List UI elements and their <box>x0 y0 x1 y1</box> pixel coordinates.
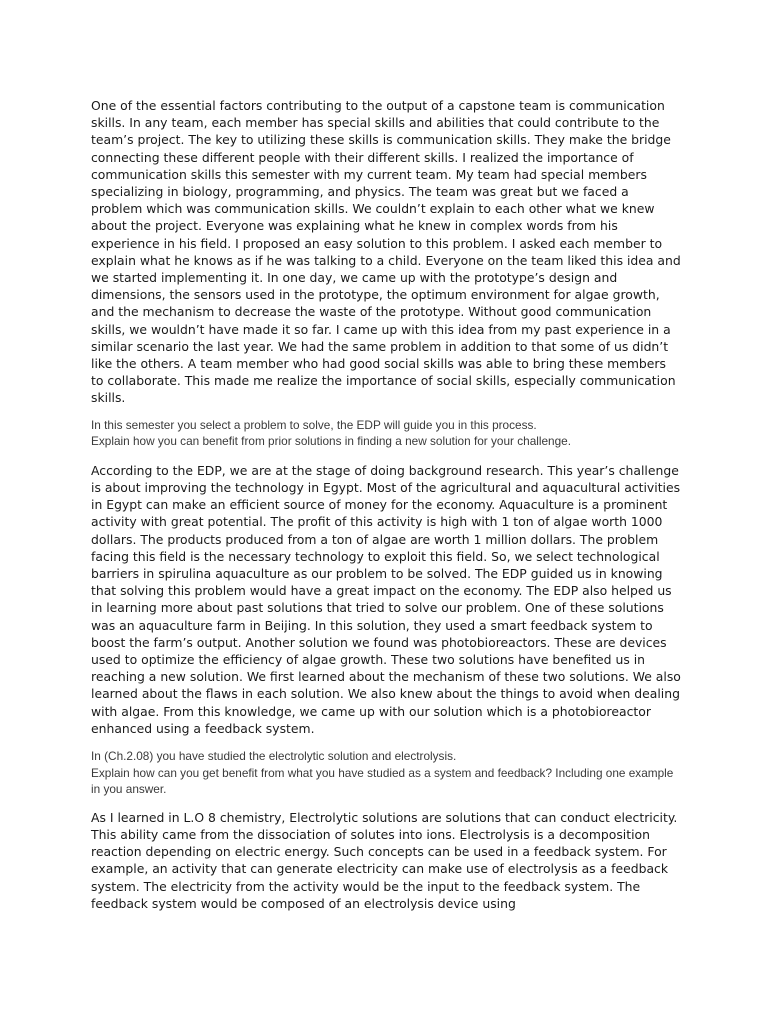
answer-paragraph-communication-skills: One of the essential factors contributing to the output of a capstone team is communication skills. In any team, each member has special skills and abilities that could contribute to the team’s project. The key to utilizing these skills is communication skills. They make the bridge connecting these different people with their different skills. I realized the importance of communication skills this semester with my current team. My team had special members specializing in biology, programming, and physics. The team was great but we faced a problem which was communication skills. We couldn’t explain to each other what we knew about the project. Everyone was explaining what he knew in complex words from his experience in his field. I proposed an easy solution to this problem. I asked each member to explain what he knows as if he was talking to a child. Everyone on the team liked this idea and we started implementing it. In one day, we came up with the prototype’s design and dimensions, the sensors used in the prototype, the optimum environment for algae growth, and the mechanism to decrease the waste of the prototype. Without good communication skills, we wouldn’t have made it so far. I came up with this idea from my past experience in a similar scenario the last year. We had the same problem in addition to that some of us didn’t like the others. A team member who had good social skills was able to bring these members to collaborate. This made me realize the importance of social skills, especially communication skills. <box>91 98 681 406</box>
answer-paragraph-edp: According to the EDP, we are at the stage of doing background research. This year’s challenge is about improving the technology in Egypt. Most of the agricultural and aquacultural activities in Egypt can make an efficient source of money for the economy. Aquaculture is a prominent activity with great potential. The profit of this activity is high with 1 ton of algae worth 1000 dollars. The products produced from a ton of algae are worth 1 million dollars. The problem facing this field is the necessary technology to exploit this field. So, we select technological barriers in spirulina aquaculture as our problem to be solved. The EDP guided us in knowing that solving this problem would have a great impact on the economy. The EDP also helped us in learning more about past solutions that tried to solve our problem. One of these solutions was an aquaculture farm in Beijing. In this solution, they used a smart feedback system to boost the farm’s output. Another solution we found was photobioreactors. These are devices used to optimize the efficiency of algae growth. These two solutions have benefited us in reaching a new solution. We first learned about the mechanism of these two solutions. We also learned about the flaws in each solution. We also knew about the things to avoid when dealing with algae. From this knowledge, we came up with our solution which is a photobioreactor enhanced using a feedback system. <box>91 462 681 736</box>
prompt-line: Explain how you can benefit from prior solutions in finding a new solution for your challenge. <box>91 434 572 449</box>
prompt-line: In (Ch.2.08) you have studied the electrolytic solution and electrolysis. <box>91 749 457 764</box>
question-prompt-electrolysis <box>91 748 681 798</box>
document-page <box>91 97 681 912</box>
answer-paragraph-electrolysis: As I learned in L.O 8 chemistry, Electrolytic solutions are solutions that can conduct electricity. This ability came from the dissociation of solutes into ions. Electrolysis is a decomposition reaction depending on electric energy. Such concepts can be used in a feedback system. For example, an activity that can generate electricity can make use of electrolysis as a feedback system. The electricity from the activity would be the input to the feedback system. The feedback system would be composed of an electrolysis device using <box>91 809 678 911</box>
question-prompt-edp <box>91 417 681 450</box>
prompt-line: In this semester you select a problem to solve, the EDP will guide you in this process. <box>91 417 537 432</box>
prompt-line: Explain how can you get benefit from what you have studied as a system and feedback? Including one example in you answer. <box>91 765 674 797</box>
